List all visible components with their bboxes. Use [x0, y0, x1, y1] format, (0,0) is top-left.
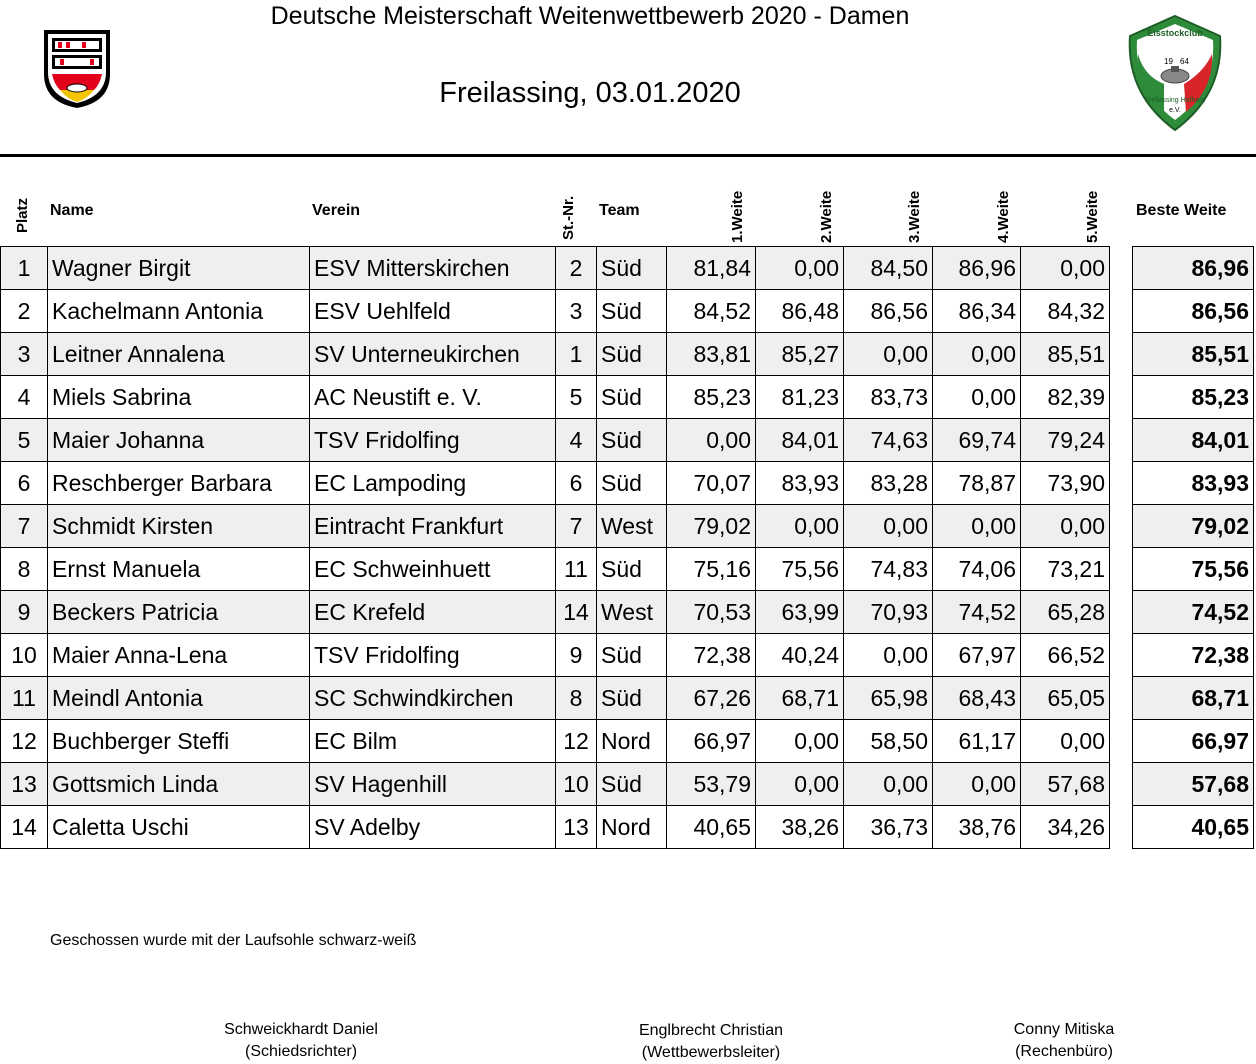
- verein-cell: ESV Uehlfeld: [310, 290, 556, 333]
- best-row: [1133, 505, 1254, 548]
- verein-cell: TSV Fridolfing: [310, 634, 556, 677]
- weite-3-cell: 36,73: [844, 806, 933, 849]
- platz-cell: 13: [1, 763, 48, 806]
- weite-2-cell: 85,27: [756, 333, 844, 376]
- best-weite-cell: 86,96: [1133, 247, 1254, 290]
- startnummer-cell: 13: [556, 806, 597, 849]
- weite-5-cell: 0,00: [1021, 247, 1110, 290]
- weite-4-cell: 0,00: [933, 376, 1021, 419]
- weite-1-cell: 40,65: [667, 806, 756, 849]
- startnummer-cell: 6: [556, 462, 597, 505]
- weite-4-cell: 86,96: [933, 247, 1021, 290]
- desv-logo: [42, 28, 112, 110]
- signature-name: Englbrecht Christian: [638, 1022, 784, 1039]
- weite-3-cell: 0,00: [844, 763, 933, 806]
- platz-cell: 6: [1, 462, 48, 505]
- weite-5-cell: 0,00: [1021, 720, 1110, 763]
- table-row: [1, 462, 1110, 505]
- best-weite-cell: 85,23: [1133, 376, 1254, 419]
- table-row: [1, 376, 1110, 419]
- best-distance-table: [1132, 246, 1254, 849]
- platz-cell: 4: [1, 376, 48, 419]
- weite-4-cell: 0,00: [933, 505, 1021, 548]
- best-weite-cell: 83,93: [1133, 462, 1254, 505]
- weite-5-cell: 66,52: [1021, 634, 1110, 677]
- weite-4-cell: 86,34: [933, 290, 1021, 333]
- best-weite-cell: 66,97: [1133, 720, 1254, 763]
- weite-5-cell: 84,32: [1021, 290, 1110, 333]
- best-weite-cell: 72,38: [1133, 634, 1254, 677]
- name-cell: Buchberger Steffi: [48, 720, 310, 763]
- weite-5-cell: 65,28: [1021, 591, 1110, 634]
- best-row: [1133, 376, 1254, 419]
- table-row: [1, 763, 1110, 806]
- name-cell: Meindl Antonia: [48, 677, 310, 720]
- signature-role: (Wettbewerbsleiter): [641, 1044, 781, 1061]
- weite-3-cell: 70,93: [844, 591, 933, 634]
- weite-1-cell: 84,52: [667, 290, 756, 333]
- name-cell: Reschberger Barbara: [48, 462, 310, 505]
- team-cell: Süd: [597, 763, 667, 806]
- verein-cell: EC Lampoding: [310, 462, 556, 505]
- weite-1-cell: 0,00: [667, 419, 756, 462]
- signature-role: (Rechenbüro): [1015, 1043, 1113, 1060]
- verein-cell: Eintracht Frankfurt: [310, 505, 556, 548]
- best-row: [1133, 806, 1254, 849]
- verein-cell: SC Schwindkirchen: [310, 677, 556, 720]
- verein-cell: EC Bilm: [310, 720, 556, 763]
- weite-1-cell: 70,07: [667, 462, 756, 505]
- header-startnummer: St.-Nr.: [560, 195, 577, 240]
- table-row: [1, 634, 1110, 677]
- results-table: [0, 246, 1110, 849]
- best-row: [1133, 677, 1254, 720]
- weite-4-cell: 67,97: [933, 634, 1021, 677]
- weite-4-cell: 74,52: [933, 591, 1021, 634]
- header-weite-1: 1.Weite: [729, 190, 746, 243]
- header-platz: Platz: [14, 197, 31, 233]
- best-row: [1133, 290, 1254, 333]
- weite-5-cell: 73,21: [1021, 548, 1110, 591]
- table-row: [1, 247, 1110, 290]
- weite-1-cell: 66,97: [667, 720, 756, 763]
- name-cell: Ernst Manuela: [48, 548, 310, 591]
- team-cell: Süd: [597, 677, 667, 720]
- name-cell: Maier Anna-Lena: [48, 634, 310, 677]
- weite-1-cell: 79,02: [667, 505, 756, 548]
- signature-schiedsrichter: [190, 1019, 412, 1063]
- verein-cell: EC Krefeld: [310, 591, 556, 634]
- weite-2-cell: 68,71: [756, 677, 844, 720]
- table-row: [1, 505, 1110, 548]
- weite-1-cell: 67,26: [667, 677, 756, 720]
- startnummer-cell: 7: [556, 505, 597, 548]
- eisstockclub-logo: [1124, 14, 1226, 132]
- weite-2-cell: 0,00: [756, 505, 844, 548]
- verein-cell: SV Unterneukirchen: [310, 333, 556, 376]
- weite-5-cell: 65,05: [1021, 677, 1110, 720]
- weite-3-cell: 74,83: [844, 548, 933, 591]
- platz-cell: 3: [1, 333, 48, 376]
- weite-1-cell: 85,23: [667, 376, 756, 419]
- best-row: [1133, 462, 1254, 505]
- weite-2-cell: 0,00: [756, 763, 844, 806]
- verein-cell: TSV Fridolfing: [310, 419, 556, 462]
- weite-5-cell: 79,24: [1021, 419, 1110, 462]
- weite-1-cell: 83,81: [667, 333, 756, 376]
- startnummer-cell: 12: [556, 720, 597, 763]
- name-cell: Miels Sabrina: [48, 376, 310, 419]
- weite-1-cell: 81,84: [667, 247, 756, 290]
- best-weite-cell: 85,51: [1133, 333, 1254, 376]
- platz-cell: 5: [1, 419, 48, 462]
- best-row: [1133, 720, 1254, 763]
- weite-5-cell: 85,51: [1021, 333, 1110, 376]
- weite-3-cell: 0,00: [844, 634, 933, 677]
- header-name: Name: [50, 202, 94, 219]
- header-weite-4: 4.Weite: [995, 190, 1012, 243]
- platz-cell: 10: [1, 634, 48, 677]
- weite-4-cell: 61,17: [933, 720, 1021, 763]
- header-weite-5: 5.Weite: [1084, 190, 1101, 243]
- name-cell: Caletta Uschi: [48, 806, 310, 849]
- header-beste-weite: Beste Weite: [1136, 202, 1227, 219]
- startnummer-cell: 8: [556, 677, 597, 720]
- table-row: [1, 720, 1110, 763]
- weite-1-cell: 70,53: [667, 591, 756, 634]
- best-weite-cell: 79,02: [1133, 505, 1254, 548]
- platz-cell: 11: [1, 677, 48, 720]
- platz-cell: 2: [1, 290, 48, 333]
- weite-3-cell: 84,50: [844, 247, 933, 290]
- weite-2-cell: 81,23: [756, 376, 844, 419]
- verein-cell: AC Neustift e. V.: [310, 376, 556, 419]
- name-cell: Leitner Annalena: [48, 333, 310, 376]
- weite-2-cell: 0,00: [756, 247, 844, 290]
- table-row: [1, 591, 1110, 634]
- verein-cell: SV Hagenhill: [310, 763, 556, 806]
- platz-cell: 14: [1, 806, 48, 849]
- weite-5-cell: 0,00: [1021, 505, 1110, 548]
- signature-name: Schweickhardt Daniel: [224, 1021, 378, 1038]
- weite-5-cell: 34,26: [1021, 806, 1110, 849]
- header-team: Team: [599, 202, 640, 219]
- startnummer-cell: 5: [556, 376, 597, 419]
- weite-4-cell: 78,87: [933, 462, 1021, 505]
- svg-text:Eisstockclub: Eisstockclub: [1147, 28, 1203, 38]
- weite-5-cell: 57,68: [1021, 763, 1110, 806]
- startnummer-cell: 3: [556, 290, 597, 333]
- signature-role: (Schiedsrichter): [244, 1043, 358, 1060]
- team-cell: Süd: [597, 462, 667, 505]
- weite-4-cell: 69,74: [933, 419, 1021, 462]
- team-cell: Nord: [597, 806, 667, 849]
- weite-1-cell: 53,79: [667, 763, 756, 806]
- signature-wettbewerbsleiter: [600, 1020, 822, 1064]
- weite-1-cell: 72,38: [667, 634, 756, 677]
- weite-4-cell: 74,06: [933, 548, 1021, 591]
- startnummer-cell: 9: [556, 634, 597, 677]
- best-weite-cell: 74,52: [1133, 591, 1254, 634]
- best-row: [1133, 763, 1254, 806]
- header-weite-2: 2.Weite: [818, 190, 835, 243]
- name-cell: Wagner Birgit: [48, 247, 310, 290]
- signature-name: Conny Mitiska: [1013, 1021, 1115, 1038]
- table-row: [1, 548, 1110, 591]
- header-verein: Verein: [312, 202, 361, 219]
- best-weite-cell: 40,65: [1133, 806, 1254, 849]
- best-row: [1133, 247, 1254, 290]
- weite-3-cell: 0,00: [844, 505, 933, 548]
- best-row: [1133, 548, 1254, 591]
- verein-cell: SV Adelby: [310, 806, 556, 849]
- weite-4-cell: 0,00: [933, 763, 1021, 806]
- startnummer-cell: 4: [556, 419, 597, 462]
- team-cell: Süd: [597, 634, 667, 677]
- weite-5-cell: 73,90: [1021, 462, 1110, 505]
- weite-5-cell: 82,39: [1021, 376, 1110, 419]
- weite-4-cell: 68,43: [933, 677, 1021, 720]
- weite-2-cell: 83,93: [756, 462, 844, 505]
- team-cell: West: [597, 505, 667, 548]
- platz-cell: 1: [1, 247, 48, 290]
- weite-3-cell: 83,28: [844, 462, 933, 505]
- team-cell: Nord: [597, 720, 667, 763]
- table-row: [1, 806, 1110, 849]
- footer-note: Geschossen wurde mit der Laufsohle schwarz-weiß: [50, 932, 417, 949]
- weite-3-cell: 86,56: [844, 290, 933, 333]
- weite-4-cell: 0,00: [933, 333, 1021, 376]
- verein-cell: ESV Mitterskirchen: [310, 247, 556, 290]
- page-subtitle: Freilassing, 03.01.2020: [439, 77, 741, 109]
- startnummer-cell: 10: [556, 763, 597, 806]
- name-cell: Beckers Patricia: [48, 591, 310, 634]
- best-weite-cell: 75,56: [1133, 548, 1254, 591]
- weite-3-cell: 65,98: [844, 677, 933, 720]
- name-cell: Gottsmich Linda: [48, 763, 310, 806]
- name-cell: Kachelmann Antonia: [48, 290, 310, 333]
- startnummer-cell: 11: [556, 548, 597, 591]
- best-row: [1133, 333, 1254, 376]
- page-title: Deutsche Meisterschaft Weitenwettbewerb 2020 - Damen: [270, 2, 910, 30]
- best-weite-cell: 68,71: [1133, 677, 1254, 720]
- table-row: [1, 290, 1110, 333]
- best-weite-cell: 86,56: [1133, 290, 1254, 333]
- verein-cell: EC Schweinhuett: [310, 548, 556, 591]
- table-row: [1, 677, 1110, 720]
- name-cell: Maier Johanna: [48, 419, 310, 462]
- weite-3-cell: 58,50: [844, 720, 933, 763]
- best-row: [1133, 419, 1254, 462]
- startnummer-cell: 14: [556, 591, 597, 634]
- weite-2-cell: 38,26: [756, 806, 844, 849]
- weite-2-cell: 40,24: [756, 634, 844, 677]
- team-cell: Süd: [597, 419, 667, 462]
- svg-text:19: 19: [1164, 57, 1173, 66]
- best-weite-cell: 57,68: [1133, 763, 1254, 806]
- signature-rechenbuero: [990, 1019, 1138, 1063]
- platz-cell: 7: [1, 505, 48, 548]
- table-row: [1, 419, 1110, 462]
- header-weite-3: 3.Weite: [906, 190, 923, 243]
- weite-2-cell: 86,48: [756, 290, 844, 333]
- name-cell: Schmidt Kirsten: [48, 505, 310, 548]
- header-divider: [0, 154, 1256, 157]
- team-cell: Süd: [597, 548, 667, 591]
- weite-3-cell: 83,73: [844, 376, 933, 419]
- platz-cell: 8: [1, 548, 48, 591]
- svg-text:e.V.: e.V.: [1169, 107, 1181, 114]
- weite-2-cell: 84,01: [756, 419, 844, 462]
- startnummer-cell: 2: [556, 247, 597, 290]
- team-cell: Süd: [597, 376, 667, 419]
- weite-1-cell: 75,16: [667, 548, 756, 591]
- weite-2-cell: 0,00: [756, 720, 844, 763]
- weite-2-cell: 75,56: [756, 548, 844, 591]
- best-row: [1133, 591, 1254, 634]
- team-cell: Süd: [597, 333, 667, 376]
- weite-4-cell: 38,76: [933, 806, 1021, 849]
- weite-3-cell: 0,00: [844, 333, 933, 376]
- team-cell: West: [597, 591, 667, 634]
- platz-cell: 12: [1, 720, 48, 763]
- startnummer-cell: 1: [556, 333, 597, 376]
- svg-text:64: 64: [1180, 57, 1189, 66]
- svg-text:Freilassing Hofham: Freilassing Hofham: [1144, 97, 1206, 104]
- team-cell: Süd: [597, 290, 667, 333]
- platz-cell: 9: [1, 591, 48, 634]
- weite-3-cell: 74,63: [844, 419, 933, 462]
- best-row: [1133, 634, 1254, 677]
- table-row: [1, 333, 1110, 376]
- weite-2-cell: 63,99: [756, 591, 844, 634]
- best-weite-cell: 84,01: [1133, 419, 1254, 462]
- team-cell: Süd: [597, 247, 667, 290]
